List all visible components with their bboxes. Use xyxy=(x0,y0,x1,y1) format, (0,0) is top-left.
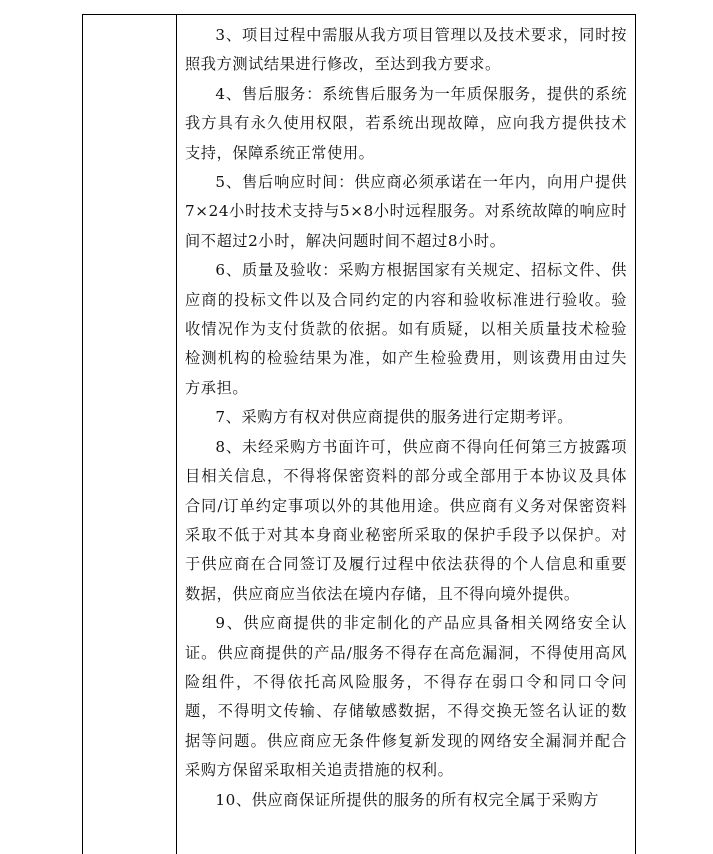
table-label-cell xyxy=(83,15,177,854)
clause-7: 7、采购方有权对供应商提供的服务进行定期考评。 xyxy=(215,408,573,427)
clause-10: 10、供应商保证所提供的服务的所有权完全属于采购方 xyxy=(215,790,600,809)
clause-5: 5、售后响应时间：供应商必须承诺在一年内，向用户提供7×24小时技术支持与5×8小时远程服务。对系统故障的响应时间不超过2小时，解决问题时间不超过8小时。 xyxy=(185,173,627,250)
clause-6: 6、质量及验收：采购方根据国家有关规定、招标文件、供应商的投标文件以及合同约定的内容和验收标准进行验收。验收情况作为支付货款的依据。如有质疑，以相关质量技术检验检测机构的检验结果为准，如产生检验费用，则该费用由过失方承担。 xyxy=(185,261,627,397)
clause-8: 8、未经采购方书面许可，供应商不得向任何第三方披露项目相关信息，不得将保密资料的部分或全部用于本协议及具体合同/订单约定事项以外的其他用途。供应商有义务对保密资料采取不低于对其本身商业秘密所采取的保护手段予以保护。对于供应商在合同签订及履行过程中依法获得的个人信息和重要数据，供应商应当依法在境内存储，且不得向境外提供。 xyxy=(185,437,627,603)
clause-4: 4、售后服务：系统售后服务为一年质保服务，提供的系统我方具有永久使用权限，若系统出现故障，应向我方提供技术支持，保障系统正常使用。 xyxy=(185,84,627,162)
requirements-table xyxy=(82,14,636,854)
clause-9: 9、供应商提供的非定制化的产品应具备相关网络安全认证。供应商提供的产品/服务不得存在高危漏洞，不得使用高风险组件，不得依托高风险服务，不得存在弱口令和同口令问题，不得明文传输、存储敏感数据，不得交换无签名认证的数据等问题。供应商应无条件修复新发现的网络安全漏洞并配合采购方保留采取相关追责措施的权利。 xyxy=(185,614,627,780)
clause-3: 3、项目过程中需服从我方项目管理以及技术要求，同时按照我方测试结果进行修改，至达到我方要求。 xyxy=(185,26,627,74)
table-content-cell xyxy=(177,15,635,854)
